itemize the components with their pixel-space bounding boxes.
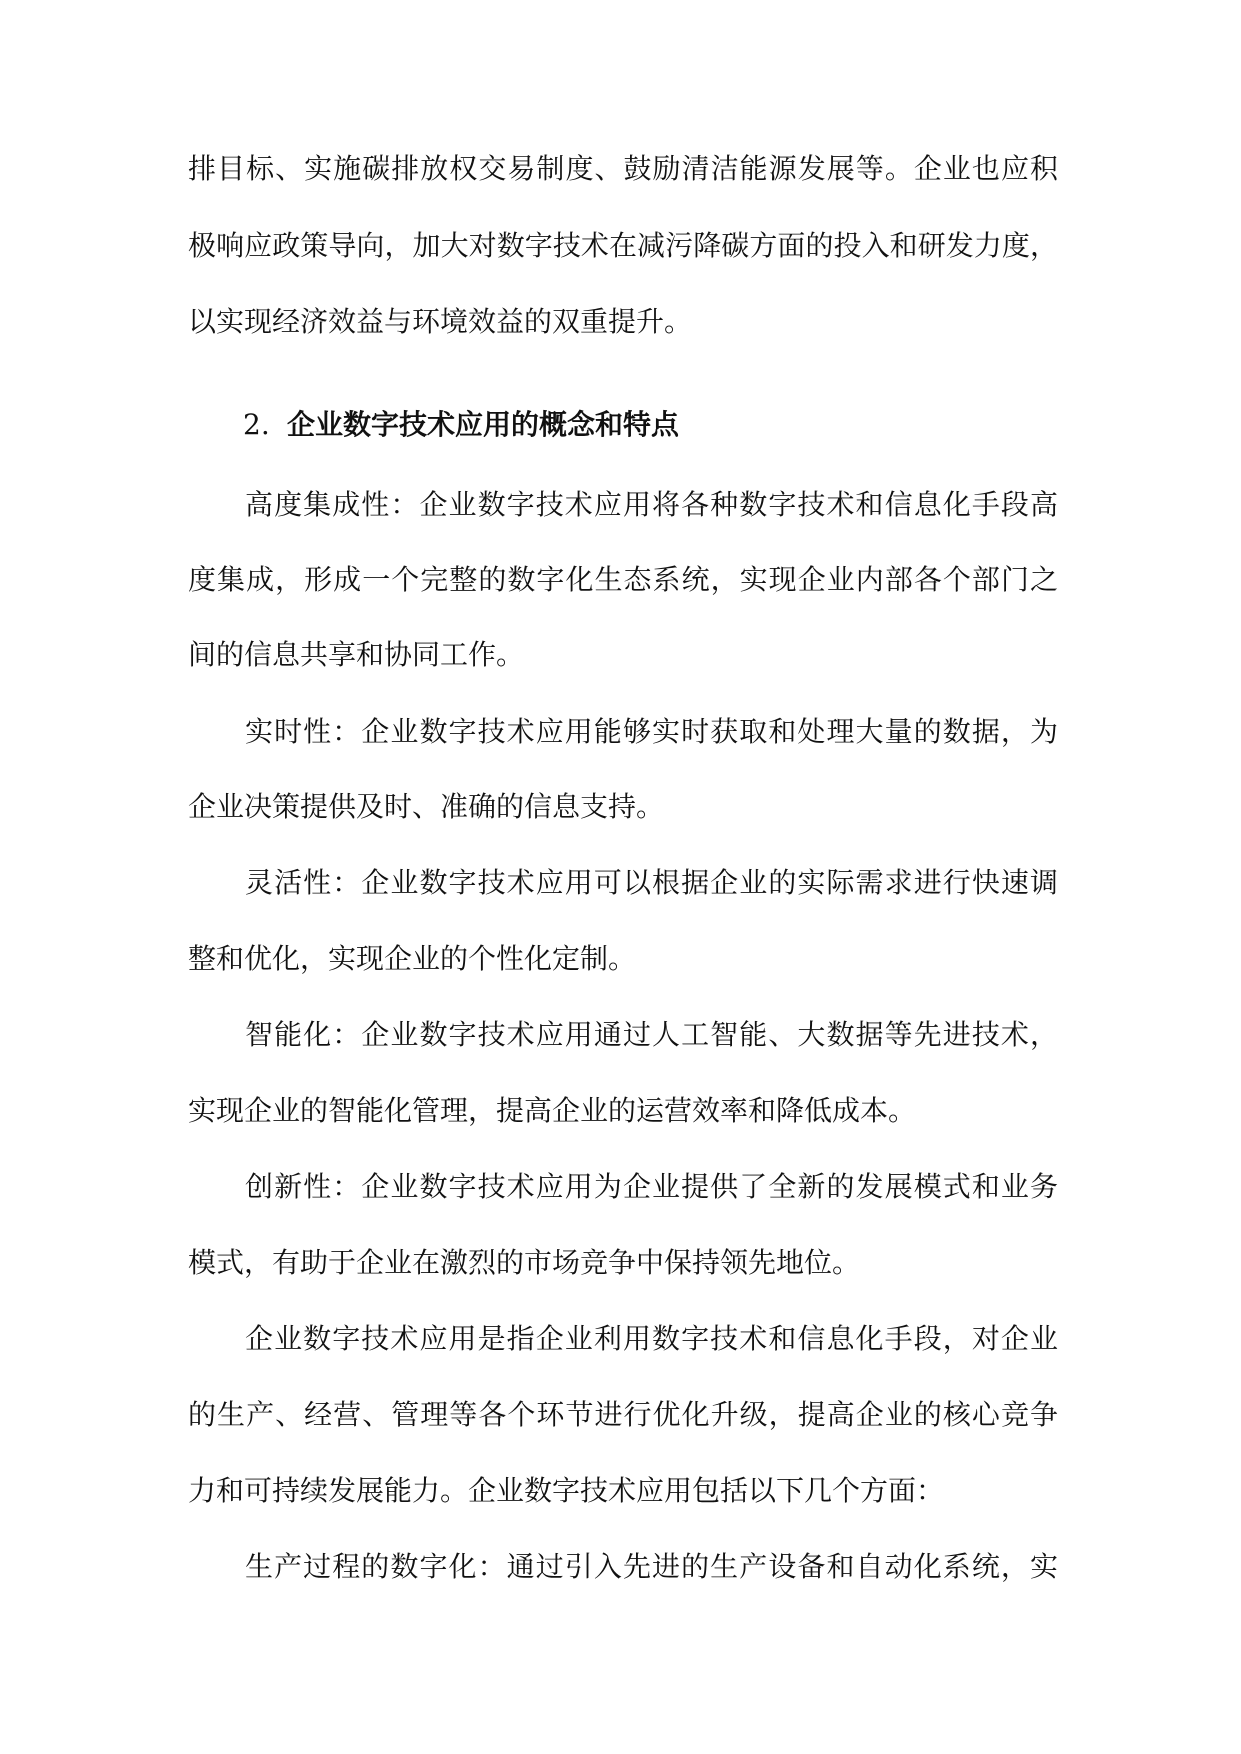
paragraph-1-line-1: 高度集成性：企业数字技术应用将各种数字技术和信息化手段高 — [245, 488, 1058, 521]
paragraph-3-line-2: 整和优化，实现企业的个性化定制。 — [188, 942, 637, 975]
section-number: 2. — [243, 408, 270, 441]
section-heading — [243, 405, 1043, 445]
paragraph-7-line-1: 生产过程的数字化：通过引入先进的生产设备和自动化系统，实 — [245, 1550, 1058, 1583]
intro-line-3: 以实现经济效益与环境效益的双重提升。 — [188, 305, 693, 338]
paragraph-5-line-2: 模式，有助于企业在激烈的市场竞争中保持领先地位。 — [188, 1246, 861, 1279]
paragraph-6-line-3: 力和可持续发展能力。企业数字技术应用包括以下几个方面： — [188, 1474, 945, 1507]
paragraph-1-line-2: 度集成，形成一个完整的数字化生态系统，实现企业内部各个部门之 — [188, 563, 1058, 596]
paragraph-1-line-3: 间的信息共享和协同工作。 — [188, 638, 525, 671]
paragraph-4-line-2: 实现企业的智能化管理，提高企业的运营效率和降低成本。 — [188, 1094, 917, 1127]
paragraph-4-line-1: 智能化：企业数字技术应用通过人工智能、大数据等先进技术， — [245, 1018, 1058, 1051]
intro-line-1: 排目标、实施碳排放权交易制度、鼓励清洁能源发展等。企业也应积 — [188, 152, 1058, 185]
paragraph-3-line-1: 灵活性：企业数字技术应用可以根据企业的实际需求进行快速调 — [245, 866, 1058, 899]
intro-line-2: 极响应政策导向，加大对数字技术在减污降碳方面的投入和研发力度， — [188, 229, 1058, 262]
paragraph-5-line-1: 创新性：企业数字技术应用为企业提供了全新的发展模式和业务 — [245, 1170, 1058, 1203]
paragraph-6-line-2: 的生产、经营、管理等各个环节进行优化升级，提高企业的核心竞争 — [188, 1398, 1058, 1431]
paragraph-2-line-2: 企业决策提供及时、准确的信息支持。 — [188, 790, 665, 823]
paragraph-2-line-1: 实时性：企业数字技术应用能够实时获取和处理大量的数据，为 — [245, 715, 1058, 748]
paragraph-6-line-1: 企业数字技术应用是指企业利用数字技术和信息化手段，对企业 — [245, 1322, 1058, 1355]
section-title: 企业数字技术应用的概念和特点 — [287, 408, 680, 441]
